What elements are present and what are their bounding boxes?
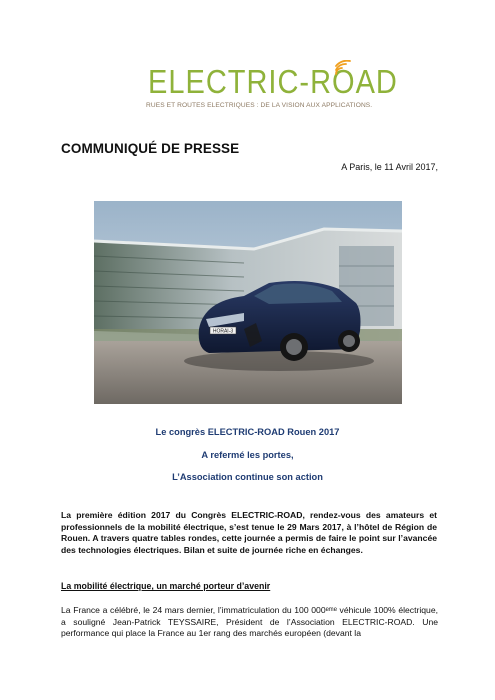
section-heading: La mobilité électrique, un marché porteur d’avenir <box>61 581 271 591</box>
caption-congress: Le congrès ELECTRIC-ROAD Rouen 2017 <box>155 427 340 437</box>
caption-closed-doors: A refermé les portes, <box>201 450 294 460</box>
logo-title: ELECTRIC-ROAD <box>148 64 398 101</box>
car-photo <box>94 201 402 404</box>
dateline: A Paris, le 11 Avril 2017, <box>341 162 438 172</box>
page-title: COMMUNIQUÉ DE PRESSE <box>61 141 240 156</box>
intro-paragraph: La première édition 2017 du Congrès ELECTRIC-ROAD, rendez-vous des amateurs et professionnels de la mobilité électrique, s’est tenue le 29 Mars 2017, à l’hôtel de Région de Rouen. A travers quatre tables rondes, cette journée a permis de faire le point sur l’avancée des technologies électriques. Bilan et suite de journée riche en échanges. <box>61 510 437 556</box>
logo-subtitle: RUES ET ROUTES ELECTRIQUES : DE LA VISION AUX APPLICATIONS. <box>146 102 373 109</box>
electric-road-logo <box>142 58 398 118</box>
signal-waves-icon <box>333 60 353 80</box>
body-paragraph: La France a célébré, le 24 mars dernier, l’immatriculation du 100 000ᵉᵐᵉ véhicule 100% électrique, a souligné Jean-Patrick TEYSSAIRE, Président de l’Association ELECTRIC-ROAD. Une performance qui place la France au 1er rang des marchés européen (devant la <box>61 605 438 638</box>
license-plate: HORAI-3 <box>212 328 234 335</box>
car-photo-illustration <box>94 201 402 404</box>
caption-association: L’Association continue son action <box>172 472 323 482</box>
